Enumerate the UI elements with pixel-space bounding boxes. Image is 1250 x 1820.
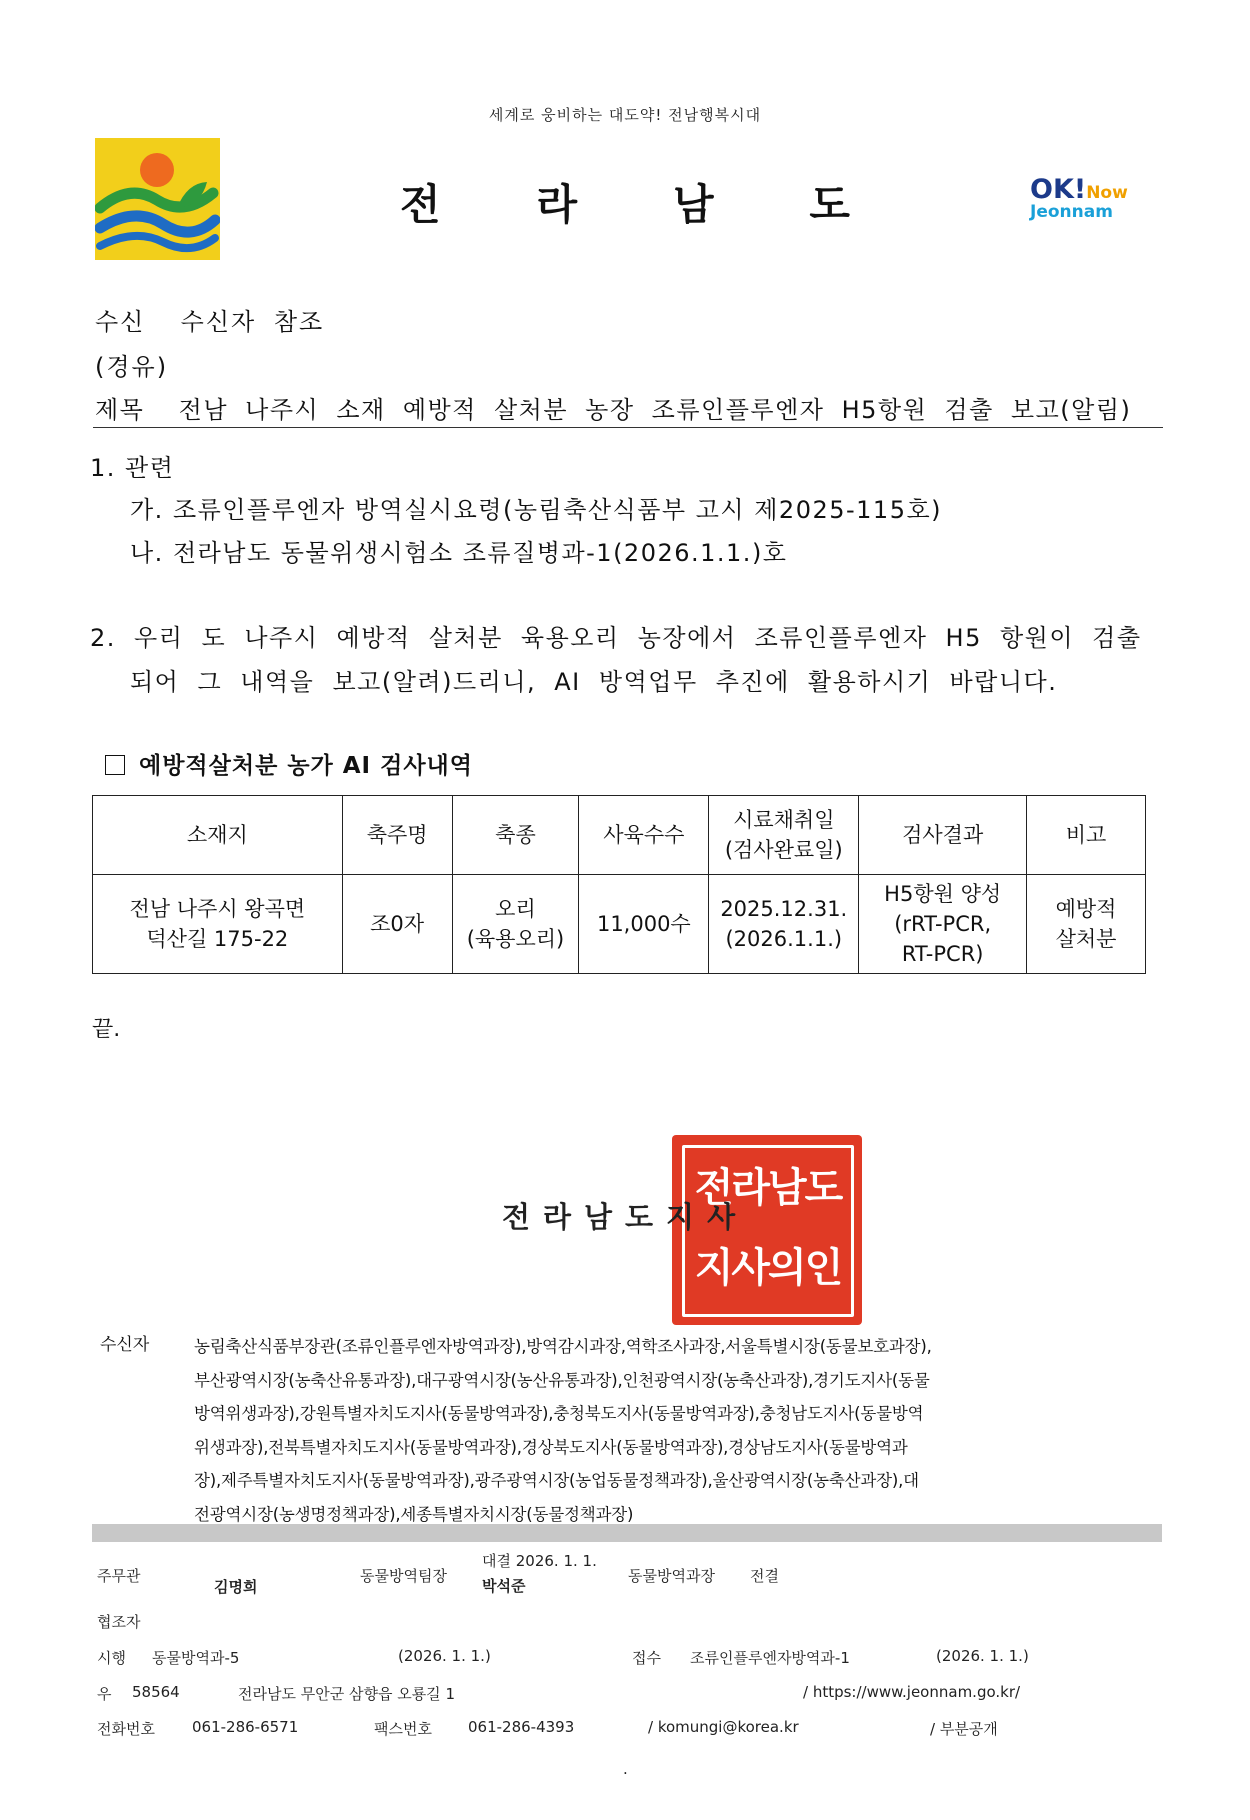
cell-owner: 조0자 xyxy=(342,875,452,974)
fax-number: 061-286-4393 xyxy=(468,1718,575,1736)
recipients-line: 방역위생과장),강원특별자치도지사(동물방역과장),충청북도지사(동물방역과장),충청남도지사(동물방역 xyxy=(194,1404,924,1423)
postal-code: 58564 xyxy=(132,1683,180,1701)
enforce-label: 시행 xyxy=(97,1649,126,1667)
cell-sample-date xyxy=(709,875,859,974)
cell-location xyxy=(93,875,343,974)
header-owner: 축주명 xyxy=(342,796,452,875)
cell-result-line2: (rRT-PCR, xyxy=(894,912,992,936)
section-title-text: 예방적살처분 농가 AI 검사내역 xyxy=(139,753,473,779)
recipients-line: 위생과장),전북특별자치도지사(동물방역과장),경상북도지사(동물방역과장),경상남도지사(동물방역과 xyxy=(194,1437,908,1457)
header-result: 검사결과 xyxy=(859,796,1027,875)
cell-result xyxy=(859,875,1027,974)
cell-location-line1: 전남 나주시 왕곡면 xyxy=(129,897,306,921)
item1-b: 나. 전라남도 동물위생시험소 조류질병과-1(2026.1.1.)호 xyxy=(130,539,788,567)
logo-jeonnam-text: Jeonnam xyxy=(1030,202,1113,222)
acting-name: 박석준 xyxy=(482,1577,526,1595)
logo-ok-text: OK! xyxy=(1030,174,1087,205)
receipt-date: (2026. 1. 1.) xyxy=(936,1647,1029,1665)
enforce-date: (2026. 1. 1.) xyxy=(398,1647,491,1665)
cell-result-line1: H5항원 양성 xyxy=(884,882,1002,906)
org-title-char: 라 xyxy=(536,180,578,229)
recipients-list xyxy=(194,1330,1164,1531)
item1-a: 가. 조류인플루엔자 방역실시요령(농림축산식품부 고시 제2025-115호) xyxy=(130,496,943,524)
cell-location-line2: 덕산길 175-22 xyxy=(146,927,289,951)
phone-number: 061-286-6571 xyxy=(192,1718,299,1736)
ai-test-table xyxy=(92,795,1146,974)
item2-line2: 되어 그 내역을 보고(알려)드리니, AI 방역업무 추진에 활용하시기 바랍니다. xyxy=(130,668,1058,696)
phone-label: 전화번호 xyxy=(97,1720,155,1738)
header-sample-date-line2: (검사완료일) xyxy=(724,838,843,862)
drafter-name: 김명희 xyxy=(214,1578,258,1596)
header-sample-date xyxy=(709,796,859,875)
seal-text-line2: 지사의인 xyxy=(694,1244,842,1291)
cell-result-line3: RT-PCR) xyxy=(901,942,984,966)
receipt-number: 조류인플루엔자방역과-1 xyxy=(690,1649,850,1667)
item2-line1: 2. 우리 도 나주시 예방적 살처분 육용오리 농장에서 조류인플루엔자 H5 항원이 검출 xyxy=(90,624,1142,652)
recipients-line: 농림축산식품부장관(조류인플루엔자방역과장),방역감시과장,역학조사과장,서울특별시장(동물보호과장), xyxy=(194,1337,932,1356)
drafter-role: 주무관 xyxy=(97,1567,141,1585)
cell-count: 11,000수 xyxy=(579,875,709,974)
cell-species xyxy=(452,875,579,974)
cell-note-line1: 예방적 xyxy=(1055,897,1117,921)
table-header-row xyxy=(93,796,1146,875)
recipients-line: 부산광역시장(농축산유통과장),대구광역시장(농산유통과장),인천광역시장(농축산과장),경기도지사(동물 xyxy=(194,1370,930,1390)
receipt-label: 접수 xyxy=(632,1649,661,1667)
logo-now-text: Now xyxy=(1086,183,1128,203)
section-title xyxy=(105,747,473,780)
enforce-number: 동물방역과-5 xyxy=(152,1649,240,1667)
header-sample-date-line1: 시료채취일 xyxy=(733,808,835,832)
cell-note xyxy=(1027,875,1146,974)
table-row xyxy=(93,875,1146,974)
fax-label: 팩스번호 xyxy=(374,1720,432,1738)
header-note: 비고 xyxy=(1027,796,1146,875)
recipient-line xyxy=(95,302,324,337)
subject-line xyxy=(95,390,1131,425)
header-count: 사육수수 xyxy=(579,796,709,875)
email-link[interactable]: / komungi@korea.kr xyxy=(648,1718,799,1736)
jeonnam-emblem-logo xyxy=(95,138,220,260)
cell-note-line2: 살처분 xyxy=(1055,927,1117,951)
header-divider xyxy=(93,427,1163,428)
team-leader-role: 동물방역팀장 xyxy=(360,1567,447,1585)
org-title xyxy=(400,172,850,232)
cell-sample-date-line2: (2026.1.1.) xyxy=(725,927,843,951)
seal-text-line1: 전라남도 xyxy=(694,1164,842,1211)
governor-signature: 전라남도지사 xyxy=(502,1200,749,1234)
cell-species-line1: 오리 xyxy=(495,897,536,921)
recipient-value: 수신자 참조 xyxy=(180,308,325,336)
checkbox-square-icon xyxy=(105,755,125,775)
slogan: 세계로 웅비하는 대도약! 전남행복시대 xyxy=(488,106,762,124)
recipient-label: 수신 xyxy=(95,308,146,336)
director-role: 동물방역과장 xyxy=(628,1567,715,1585)
via-line: (경유) xyxy=(95,353,169,381)
org-title-char: 남 xyxy=(672,180,714,229)
recipients-line: 장),제주특별자치도지사(동물방역과장),광주광역시장(농업동물정책과장),울산광역시장(농축산과장),대 xyxy=(194,1471,919,1490)
address: 전라남도 무안군 삼향읍 오룡길 1 xyxy=(238,1685,455,1703)
acting-label: 대결 2026. 1. 1. xyxy=(482,1552,597,1570)
org-title-char: 전 xyxy=(400,180,441,229)
end-mark: 끝. xyxy=(92,1017,121,1042)
footer-divider-bar xyxy=(92,1524,1162,1542)
recipients-label: 수신자 xyxy=(100,1335,150,1355)
cooperator-label: 협조자 xyxy=(97,1613,141,1631)
subject-value: 전남 나주시 소재 예방적 살처분 농장 조류인플루엔자 H5항원 검출 보고(알림) xyxy=(178,396,1132,424)
item1-title: 1. 관련 xyxy=(90,454,175,482)
delegation-label: 전결 xyxy=(750,1567,779,1585)
header-species: 축종 xyxy=(452,796,579,875)
org-title-char: 도 xyxy=(809,180,850,229)
header-location: 소재지 xyxy=(93,796,343,875)
website-link[interactable]: / https://www.jeonnam.go.kr/ xyxy=(803,1683,1021,1701)
disclosure-label: / 부분공개 xyxy=(930,1720,998,1738)
postal-label: 우 xyxy=(97,1685,112,1703)
cell-species-line2: (육용오리) xyxy=(466,927,565,951)
cell-sample-date-line1: 2025.12.31. xyxy=(720,897,848,921)
emblem-graphic xyxy=(95,138,220,260)
recipients-line: 전광역시장(농생명정책과장),세종특별자치시장(동물정책과장) xyxy=(194,1504,634,1524)
subject-label: 제목 xyxy=(95,396,145,424)
page-dot: . xyxy=(623,1760,628,1778)
ok-now-jeonnam-logo xyxy=(1030,176,1160,226)
